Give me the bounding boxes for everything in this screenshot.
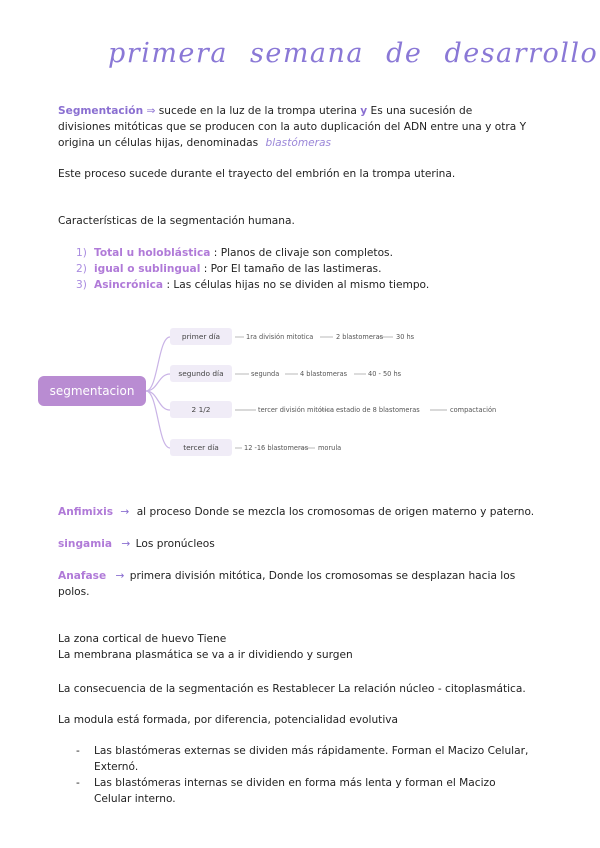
singamia-text: Los pronúcleos [135,538,215,550]
right-arrow-icon: → [121,538,131,550]
segmentacion-term: Segmentación [58,105,144,117]
consecuencia-text: La consecuencia de la segmentación es Restablecer La relación núcleo - citoplasmática. [58,683,526,695]
segmentacion-mindmap [0,318,600,468]
mindmap-node-dos-y-medio: 2 1/2 [170,401,232,418]
anfimixis-term: Anfimixis [58,506,114,518]
mindmap-leaf: tercer división mitótica [258,406,334,414]
anafase-term: Anafase [58,570,107,582]
mindmap-leaf: 30 hs [396,333,415,341]
anafase-text: primera división mitótica, Donde los cromosomas se desplazan hacia los [129,570,516,582]
right-arrow-icon: → [115,570,125,582]
segmentacion-connector: y [360,105,368,117]
list-item: 3) Asincrónica : Las células hijas no se dividen al mismo tiempo. [76,279,430,291]
anafase-paragraph [58,568,558,600]
segmentacion-line3: origina un células hijas, denominadas [58,137,259,149]
mindmap-leaf: 4 blastomeras [300,370,348,378]
dash-bullet-icon: - [76,745,80,757]
mindmap-root: segmentacion [38,376,146,406]
dash-bullet-icon: - [76,777,80,789]
singamia-term: singamia [58,538,113,550]
list-item: 2) igual o sublingual : Por El tamaño de las lastimeras. [76,263,382,275]
caracteristicas-heading: Características de la segmentación humana. [58,215,295,227]
zona-line2: La membrana plasmática se va a ir dividiendo y surgen [58,649,353,661]
segmentacion-intro: sucede en la luz de la trompa uterina [158,105,357,117]
implies-arrow-icon: ⇒ [146,105,156,117]
zona-paragraph [58,631,558,663]
mindmap-leaf: 40 - 50 hs [368,370,402,378]
mindmap-leaf: segunda [251,370,280,378]
mindmap-node-tercer-dia: tercer día [170,439,232,456]
caracteristicas-list [76,245,429,293]
mindmap-node-primer-dia: primer día [170,328,232,345]
list-item: - Las blastómeras internas se dividen en forma más lenta y forman el Macizo Celular interno. [76,777,496,805]
singamia-line [58,536,558,552]
segmentacion-paragraph [58,103,558,151]
mindmap-leaf: 1ra división mitotica [246,333,314,341]
mindmap-leaf: compactación [450,406,497,414]
list-item: - Las blastómeras externas se dividen más rápidamente. Forman el Macizo Celular, Externó. [76,745,529,773]
zona-line1: La zona cortical de huevo Tiene [58,633,227,645]
anafase-text-cont: polos. [58,586,90,598]
mindmap-leaf: 12 -16 blastomeras [244,444,309,452]
right-arrow-icon: → [120,506,130,518]
anfimixis-line [58,504,558,520]
proceso-text: Este proceso sucede durante el trayecto del embrión en la trompa uterina. [58,168,456,180]
mindmap-leaf: morula [318,444,342,452]
anfimixis-text: al proceso Donde se mezcla los cromosomas de origen materno y paterno. [136,506,535,518]
mindmap-leaf: 2 blastomeras [336,333,384,341]
modula-text: La modula está formada, por diferencia, potencialidad evolutiva [58,714,399,726]
mindmap-leaf: estadio de 8 blastomeras [336,406,420,414]
page-title: primera semana de desarrollo [108,38,599,69]
blastomeras-bullets [76,743,556,807]
segmentacion-line2: divisiones mitóticas que se producen con la auto duplicación del ADN entre una y otra Y [58,121,527,133]
list-item: 1) Total u holoblástica : Planos de clivaje son completos. [76,247,393,259]
mindmap-node-segundo-dia: segundo día [170,365,232,382]
blastomeras-term: blastómeras [265,137,332,149]
segmentacion-line1-rest: Es una sucesión de [370,105,473,117]
